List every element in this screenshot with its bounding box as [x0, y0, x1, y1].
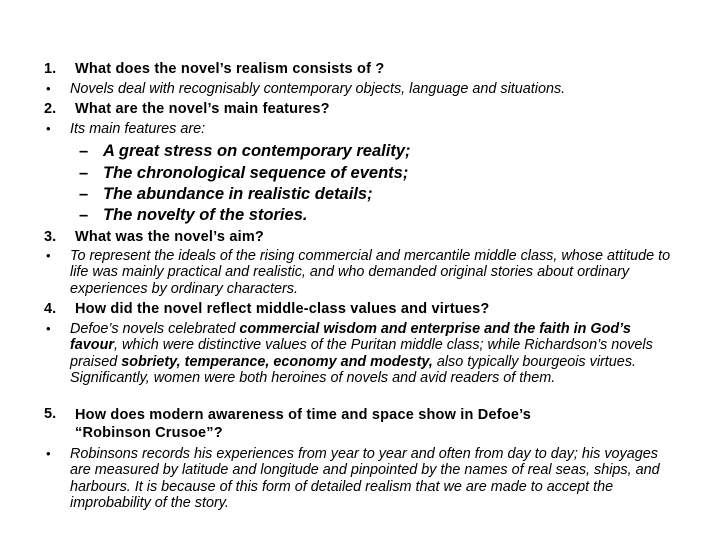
dash-marker: – — [79, 185, 89, 203]
item-number: 4. — [44, 301, 57, 317]
question-text: What was the novel’s aim? — [75, 229, 264, 245]
emphasis: commercial wisdom and enterprise and the faith in God’s favour — [70, 321, 631, 354]
bullet: • — [46, 321, 51, 336]
dash-marker: – — [79, 164, 89, 182]
emphasis: sobriety, temperance, economy and modesty, — [121, 353, 433, 370]
question-text: How did the novel reflect middle-class values and virtues? — [75, 301, 490, 317]
feature-text: The chronological sequence of events; — [103, 164, 409, 182]
question-text: What are the novel’s main features? — [75, 101, 330, 117]
item-number: 3. — [44, 229, 57, 245]
feature-text: The abundance in realistic details; — [103, 185, 373, 203]
answer-text: Novels deal with recognisably contemporary objects, language and situations. — [70, 81, 566, 97]
bullet: • — [46, 248, 51, 263]
bullet: • — [46, 446, 51, 461]
feature-text: A great stress on contemporary reality; — [103, 142, 411, 160]
item-number: 1. — [44, 61, 57, 77]
feature-text: The novelty of the stories. — [103, 206, 308, 224]
question-text: What does the novel’s realism consists of ? — [75, 61, 385, 77]
answer-text: Robinsons records his experiences from year to year and often from day to day; his voyages are measured by latitude and longitude and pinpointed by the names of real seas, ships, and harbours. It is because of this form of detailed realism that we are made to accept the improbability of the story. — [70, 446, 660, 512]
answer-text: Its main features are: — [70, 121, 206, 137]
item-number: 2. — [44, 101, 57, 117]
answer-text: To represent the ideals of the rising commercial and mercantile middle class, whose attitude to life was mainly practical and realistic, and who demanded original stories about ordinary experiences by ordinary characters. — [70, 248, 671, 297]
bullet: • — [46, 81, 51, 96]
bullet: • — [46, 121, 51, 136]
answer-text: Defoe’s novels celebrated commercial wisdom and enterprise and the faith in God’s favour, which were distinctive values of the Puritan middle class; while Richardson’s novels praised sobriety, temperance, economy and modesty, also typically bourgeois virtues. Significantly, women were both heroines of novels and avid readers of them. — [70, 321, 653, 387]
question-text: How does modern awareness of time and space show in Defoe’s “Robinson Crusoe”? — [75, 407, 532, 441]
item-number: 5. — [44, 406, 57, 422]
dash-marker: – — [79, 206, 89, 224]
dash-marker: – — [79, 142, 89, 160]
